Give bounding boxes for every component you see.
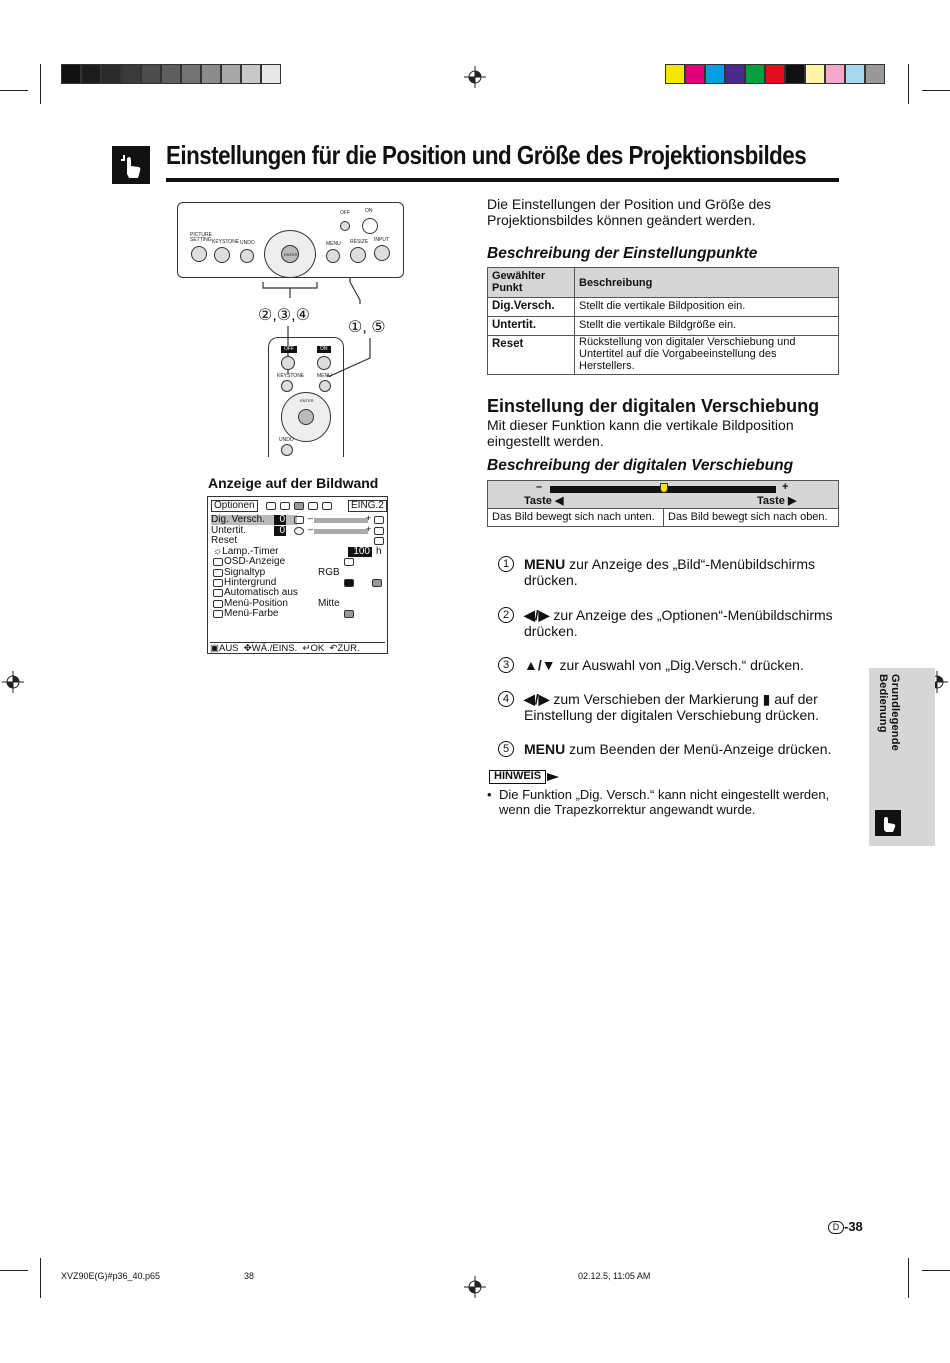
- crop-mark: [40, 1258, 41, 1298]
- osd-footer-waehlen: WÄ./EINS.: [251, 643, 298, 654]
- panel-label-picture-setting: PICTURE SETTING: [190, 232, 212, 243]
- osd-item-reset: Reset: [211, 535, 238, 546]
- step-number: 5: [498, 741, 514, 757]
- footer-file: XVZ90E(G)#p36_40.p65: [61, 1271, 161, 1281]
- panel-label-undo: UNDO: [240, 240, 255, 246]
- color-bar: [665, 64, 885, 84]
- osd-item-osd-anzeige: OSD-Anzeige: [224, 556, 286, 567]
- osd-item-icon: [372, 579, 382, 587]
- settings-table: [487, 267, 839, 375]
- page-number: [828, 1219, 863, 1234]
- remote-keystone-button: [281, 380, 293, 392]
- registration-mark-icon: [464, 1276, 486, 1298]
- osd-item-icon: [344, 610, 354, 618]
- step-key: ◀/▶: [524, 607, 550, 623]
- panel-label-enter: ENTER: [284, 252, 298, 257]
- osd-item-automatisch-aus: Automatisch aus: [224, 587, 298, 598]
- step-number: 2: [498, 607, 514, 623]
- table-cell-value: Stellt die vertikale Bildposition ein.: [575, 298, 839, 317]
- section2-heading: Einstellung der digitalen Verschiebung: [487, 396, 820, 416]
- remote-off-button: [281, 356, 295, 370]
- remote-undo-button: [281, 444, 293, 456]
- panel-label-resize: RESIZE: [350, 239, 369, 245]
- osd-item-icon: [374, 527, 384, 535]
- on-button: [362, 218, 378, 234]
- keystone-button: [214, 247, 230, 263]
- osd-item-untertit: Untertit.: [211, 525, 247, 536]
- osd-tab-options: Optionen: [211, 500, 258, 512]
- remote-on-button: [317, 356, 331, 370]
- osd-footer-aus: AUS: [218, 643, 239, 654]
- panel-label-off: OFF: [340, 210, 350, 216]
- section2-text: Mit dieser Funktion kann die vertikale Bildposition eingestellt werden.: [487, 417, 794, 449]
- intro-text: Die Einstellungen der Position und Größe des Projektionsbildes können geändert werden.: [487, 196, 772, 228]
- note: • Die Funktion „Dig. Versch.“ kann nicht eingestellt werden, wenn die Trapezkorrektur angewandt wurde.: [487, 787, 839, 817]
- osd-value-dig-versch: 0: [274, 515, 286, 525]
- table-cell-value: Rückstellung von digitaler Verschiebung und Untertitel auf die Vorgabeeinstellung des Herstellers.: [575, 336, 839, 375]
- osd-footer: ▣AUS ✥WÄ./EINS. ↵OK ↶ZUR.: [210, 642, 385, 654]
- projector-control-panel: [177, 202, 404, 278]
- shift-left-description: Das Bild bewegt sich nach unten.: [492, 511, 655, 523]
- menu-button: [326, 249, 340, 263]
- osd-item-menue-farbe: Menü-Farbe: [224, 608, 279, 619]
- table-cell-key: Dig.Versch.: [488, 298, 575, 317]
- arrow-right-icon: [547, 771, 559, 783]
- remote-label-enter: ENTER: [300, 398, 314, 403]
- section1-heading: Beschreibung der Einstellungpunkte: [487, 245, 758, 262]
- footer-date: 02.12.5, 11:05 AM: [578, 1271, 651, 1281]
- shift-minus: –: [536, 481, 543, 493]
- remote-label-keystone: KEYSTONE: [277, 373, 305, 379]
- shift-marker-icon: [660, 483, 668, 493]
- osd-menu: Optionen EING.2 Dig. Versch. 0 – + Untertit. 0 – + Reset ☼Lamp.-Timer 100 h OSD-Anzeige Signaltyp RGB Hintergrund Automatisch aus Menü-Position Mitte Menü-Farbe ▣AUS ✥WÄ./EINS. ↵OK ↶ZUR.: [207, 496, 388, 654]
- step-text: zur Anzeige des „Optionen“-Menübildschirms drücken.: [524, 607, 833, 639]
- osd-input: EING.2: [348, 500, 387, 512]
- page-number-value: -38: [844, 1219, 863, 1234]
- table-row: [488, 336, 839, 375]
- title-rule: [166, 178, 839, 182]
- step-number: 4: [498, 691, 514, 707]
- note-label: HINWEIS: [489, 770, 546, 784]
- osd-item-icon: [213, 579, 223, 587]
- osd-tab-icon: [280, 502, 290, 510]
- callout-steps-1-5: ①, ⑤: [348, 319, 386, 336]
- osd-label-lamp-timer: Lamp.-Timer: [222, 546, 279, 557]
- table-header-beschreibung: Beschreibung: [575, 268, 839, 298]
- osd-slider: [314, 518, 368, 523]
- step-number: 1: [498, 556, 514, 572]
- osd-tab-icon: [308, 502, 318, 510]
- grayscale-bar: [61, 64, 281, 84]
- crop-mark: [908, 64, 909, 104]
- shift-left-key: Taste ◀: [524, 495, 564, 507]
- table-cell-key: Reset: [488, 336, 575, 375]
- registration-mark-icon: [2, 671, 24, 693]
- resize-button: [350, 247, 366, 263]
- osd-heading: Anzeige auf der Bildwand: [208, 475, 379, 491]
- remote-menu-button: [319, 380, 331, 392]
- digital-shift-diagram: [487, 480, 839, 527]
- shift-right-key: Taste ▶: [757, 495, 797, 507]
- step-key: ▲/▼: [524, 657, 556, 673]
- osd-item-icon: [213, 610, 223, 618]
- step-key: MENU: [524, 556, 566, 572]
- osd-item-icon: [213, 569, 223, 577]
- table-row: [488, 317, 839, 336]
- crop-mark: [908, 1258, 909, 1298]
- panel-label-on: ON: [365, 208, 373, 214]
- osd-footer-ok: OK: [310, 643, 325, 654]
- undo-button: [240, 249, 254, 263]
- page-number-badge: D: [828, 1221, 844, 1234]
- remote-label-off: OFF: [281, 346, 297, 353]
- registration-mark-icon: [464, 66, 486, 88]
- hand-pointer-icon: [112, 146, 150, 184]
- osd-item-icon: [294, 516, 304, 524]
- osd-item-icon: [344, 579, 354, 587]
- osd-tab-icon: [322, 502, 332, 510]
- callout-steps-2-3-4: ②,③,④: [258, 307, 310, 324]
- osd-item-icon: [374, 537, 384, 545]
- panel-label-input: INPUT: [374, 237, 389, 243]
- osd-item-icon: [344, 558, 354, 566]
- picture-setting-button: [191, 246, 207, 262]
- step-text: zur Auswahl von „Dig.Versch.“ drücken.: [555, 657, 804, 673]
- step-text: zum Beenden der Menü-Anzeige drücken.: [565, 741, 832, 757]
- osd-tab-icon: [266, 502, 276, 510]
- osd-value-untertit: 0: [274, 526, 286, 536]
- page-title: Einstellungen für die Position und Größe des Projektionsbildes: [166, 140, 807, 170]
- shift-right-description: Das Bild bewegt sich nach oben.: [663, 509, 838, 526]
- table-header-punkt: Gewählter Punkt: [488, 268, 575, 298]
- crop-mark: [0, 1270, 28, 1271]
- osd-footer-zurueck: ZUR.: [337, 643, 360, 654]
- osd-item-lamp-timer: ☼Lamp.-Timer: [213, 546, 279, 557]
- step-text: zum Verschieben der Markierung ▮ auf der Einstellung der digitalen Verschiebung drücken.: [524, 691, 819, 723]
- note-text: Die Funktion „Dig. Versch.“ kann nicht eingestellt werden, wenn die Trapezkorrektur angewandt wurde.: [499, 787, 830, 817]
- side-tab-label: Grundlegende Bedienung: [877, 674, 901, 751]
- osd-item-menue-position: Menü-Position: [224, 598, 288, 609]
- osd-tab-icon: [294, 502, 304, 510]
- footer-page: 38: [244, 1271, 255, 1281]
- osd-item-icon: [374, 516, 384, 524]
- osd-value-menue-position: Mitte: [318, 598, 340, 609]
- crop-mark: [40, 64, 41, 104]
- osd-value-signaltyp: RGB: [318, 567, 340, 578]
- osd-item-icon: [213, 600, 223, 608]
- handheld-remote: [268, 337, 344, 457]
- remote-label-menu: MENU: [317, 373, 332, 379]
- off-button: [340, 221, 350, 231]
- panel-label-menu: MENU: [326, 241, 341, 247]
- panel-label-keystone: KEYSTONE: [212, 239, 240, 245]
- input-button: [374, 245, 390, 261]
- shift-plus: +: [782, 481, 789, 493]
- osd-unit-lamp-timer: h: [376, 546, 382, 557]
- remote-label-undo: UNDO: [279, 437, 294, 443]
- osd-item-signaltyp: Signaltyp: [224, 567, 266, 578]
- step-key: MENU: [524, 741, 566, 757]
- hand-pointer-icon: [875, 810, 901, 836]
- remote-enter-button: [298, 409, 314, 425]
- osd-item-hintergrund: Hintergrund: [224, 577, 277, 588]
- step-text: zur Anzeige des „Bild“-Menübildschirms drücken.: [524, 556, 815, 588]
- step-key: ◀/▶: [524, 691, 550, 707]
- remote-label-on: ON: [317, 346, 331, 353]
- osd-item-icon: [213, 558, 223, 566]
- osd-slider: [314, 529, 368, 534]
- side-tab: [869, 668, 935, 846]
- table-cell-key: Untertit.: [488, 317, 575, 336]
- crop-mark: [922, 90, 950, 91]
- osd-item-dig-versch: Dig. Versch.: [211, 515, 297, 525]
- osd-value-lamp-timer: 100: [348, 547, 372, 557]
- table-row: [488, 298, 839, 317]
- table-cell-value: Stellt die vertikale Bildgröße ein.: [575, 317, 839, 336]
- section2-subheading: Beschreibung der digitalen Verschiebung: [487, 457, 794, 474]
- step-number: 3: [498, 657, 514, 673]
- note-badge: [489, 770, 569, 784]
- crop-mark: [922, 1270, 950, 1271]
- crop-mark: [0, 90, 28, 91]
- osd-item-icon: [213, 589, 223, 597]
- osd-item-icon: [294, 527, 304, 535]
